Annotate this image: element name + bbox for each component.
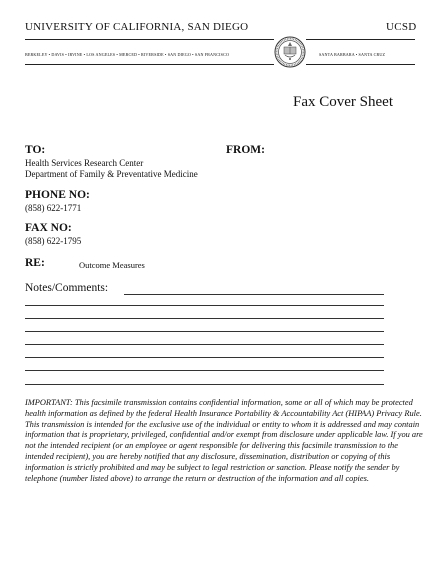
page-title: Fax Cover Sheet — [293, 94, 393, 110]
from-label: FROM: — [226, 144, 265, 156]
notes-label: Notes/Comments: — [25, 282, 109, 294]
phone-number: (858) 622-1771 — [25, 203, 82, 213]
university-name: UNIVERSITY OF CALIFORNIA, SAN DIEGO — [25, 21, 249, 33]
phone-label: PHONE NO: — [25, 189, 90, 201]
header-top-rule — [25, 39, 415, 40]
to-line-2: Department of Family & Preventative Medicine — [25, 169, 198, 179]
notes-line — [25, 344, 384, 345]
to-label: TO: — [25, 144, 46, 156]
fax-label: FAX NO: — [25, 222, 72, 234]
re-subject: Outcome Measures — [79, 260, 145, 270]
campus-list-left: BERKELEY • DAVIS • IRVINE • LOS ANGELES • MERCED • RIVERSIDE • SAN DIEGO • SAN FRANCISCO — [25, 52, 230, 57]
campus-list-right: SANTA BARBARA • SANTA CRUZ — [319, 52, 386, 57]
notes-line — [25, 384, 384, 385]
to-line-1: Health Services Research Center — [25, 158, 144, 168]
university-abbreviation: UCSD — [386, 21, 417, 33]
fax-number: (858) 622-1795 — [25, 236, 82, 246]
notes-first-line — [124, 294, 384, 295]
header-bottom-rule — [25, 64, 415, 65]
notes-line — [25, 370, 384, 371]
university-seal-icon — [274, 36, 306, 68]
re-label: RE: — [25, 257, 45, 269]
notes-line — [25, 305, 384, 306]
notes-line — [25, 318, 384, 319]
notes-line — [25, 331, 384, 332]
notes-line — [25, 357, 384, 358]
confidentiality-notice: IMPORTANT: This facsimile transmission contains confidential information, some or all of which may be protected health information as defined by the federal Health Insurance Portability & Accountability Act (HIPAA) Privacy Rule. This transmission is intended for the exclusive use of the individual or entity to whom it is addressed and may contain information that is proprietary, privileged, confidential and/or exempt from disclosure under applicable law. If you are not the intended recipient (or an employee or agent responsible for delivering this facsimile transmission to the intended recipient), you are hereby notified that any disclosure, dissemination, distribution or copying of this information is strictly prohibited and may be subject to legal restriction or sanction. Please notify the sender by telephone (number listed above) to arrange the return or destruction of the information and all copies. — [25, 398, 423, 483]
